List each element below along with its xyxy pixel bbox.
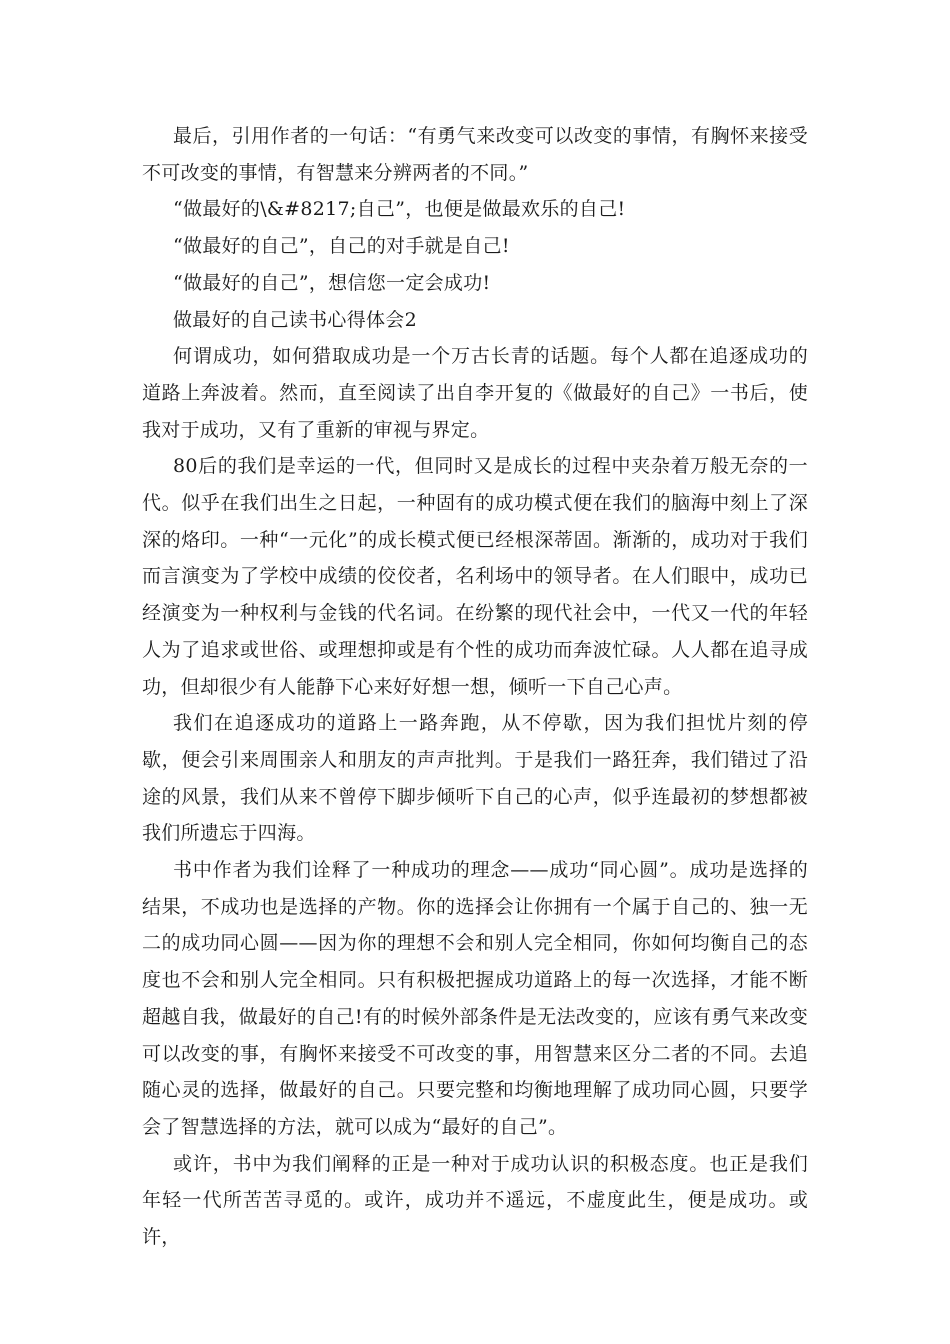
paragraph-what-is-success: 何谓成功，如何猎取成功是一个万古长青的话题。每个人都在追逐成功的道路上奔波着。然而，直至阅读了出自李开复的《做最好的自己》一书后，使我对于成功，又有了重新的审视与界定。 bbox=[142, 345, 808, 441]
paragraph-be-happiest-self: “做最好的\&#8217;自己”，也便是做最欢乐的自己! bbox=[173, 198, 626, 221]
paragraph-post-80s-generation: 80后的我们是幸运的一代，但同时又是成长的过程中夹杂着万般无奈的一代。似乎在我们出生之日起，一种固有的成功模式便在我们的脑海中刻上了深深的烙印。一种“一元化”的成长模式便已经根深蒂固。渐渐的，成功对于我们而言演变为了学校中成绩的佼佼者，名利场中的领导者。在人们眼中，成功已经演变为一种权利与金钱的代名词。在纷繁的现代社会中，一代又一代的年轻人为了追求或世俗、或理想抑或是有个性的成功而奔波忙碌。人人都在追寻成功，但却很少有人能静下心来好好想一想，倾听一下自己心声。 bbox=[142, 455, 808, 698]
paragraph-chasing-success: 我们在追逐成功的道路上一路奔跑，从不停歇，因为我们担忧片刻的停歇，便会引来周围亲人和朋友的声声批判。于是我们一路狂奔，我们错过了沿途的风景，我们从来不曾停下脚步倾听下自己的心声，似乎连最初的梦想都被我们所遗忘于四海。 bbox=[142, 712, 808, 845]
section-heading: 做最好的自己读书心得体会2 bbox=[173, 308, 417, 331]
paragraph-positive-attitude: 或许，书中为我们阐释的正是一种对于成功认识的积极态度。也正是我们年轻一代所苦苦寻觅的。或许，成功并不遥远，不虚度此生，便是成功。或许， bbox=[142, 1152, 808, 1249]
paragraph-will-succeed: “做最好的自己”，想信您一定会成功! bbox=[173, 271, 491, 294]
paragraph-concentric-circle: 书中作者为我们诠释了一种成功的理念——成功“同心圆”。成功是选择的结果，不成功也是选择的产物。你的选择会让你拥有一个属于自己的、独一无二的成功同心圆——因为你的理想不会和别人完全相同，你如何均衡自己的态度也不会和别人完全相同。只有积极把握成功道路上的每一次选择，才能不断超越自我，做最好的自己!有的时候外部条件是无法改变的，应该有勇气来改变可以改变的事，有胸怀来接受不可改变的事，用智慧来区分二者的不同。去追随心灵的选择，做最好的自己。只要完整和均衡地理解了成功同心圆，只要学会了智慧选择的方法，就可以成为“最好的自己”。 bbox=[142, 859, 808, 1138]
document-body bbox=[0, 118, 950, 1256]
paragraph-opponent-is-self: “做最好的自己”，自己的对手就是自己! bbox=[173, 235, 510, 258]
paragraph-closing-quote: 最后，引用作者的一句话：“有勇气来改变可以改变的事情，有胸怀来接受不可改变的事情，有智慧来分辨两者的不同。” bbox=[142, 125, 808, 184]
